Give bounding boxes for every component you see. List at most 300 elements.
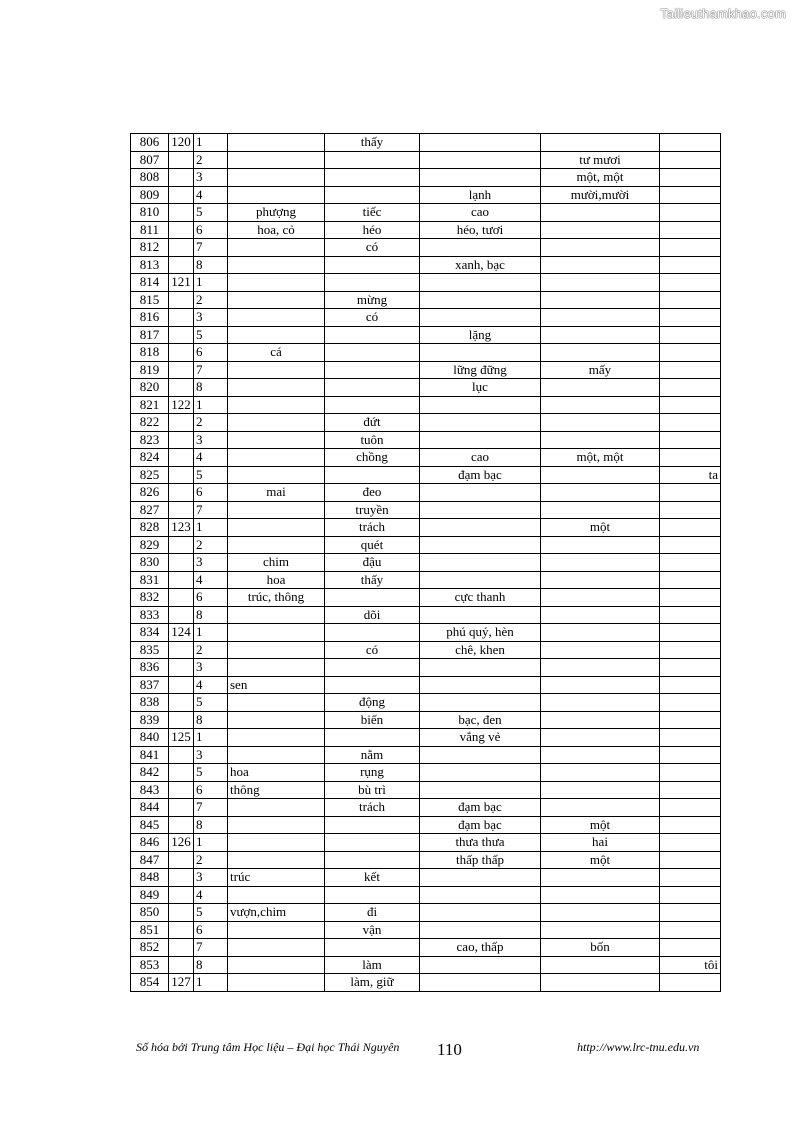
- table-row: [131, 589, 721, 607]
- table-cell: [541, 711, 660, 729]
- table-cell: biến: [325, 711, 420, 729]
- table-cell: [541, 694, 660, 712]
- table-cell: [169, 186, 194, 204]
- table-cell: [660, 921, 721, 939]
- table-cell: [541, 589, 660, 607]
- table-cell: [169, 414, 194, 432]
- table-cell: 7: [194, 239, 228, 257]
- table-cell: trúc: [228, 869, 325, 887]
- table-cell: thông: [228, 781, 325, 799]
- table-cell: [228, 151, 325, 169]
- table-cell: [325, 151, 420, 169]
- table-cell: 7: [194, 799, 228, 817]
- table-row: [131, 449, 721, 467]
- table-row: [131, 309, 721, 327]
- table-cell: [420, 659, 541, 677]
- table-cell: [169, 746, 194, 764]
- table-cell: [228, 641, 325, 659]
- table-cell: 811: [131, 221, 169, 239]
- table-cell: có: [325, 641, 420, 659]
- table-row: [131, 939, 721, 957]
- table-cell: [541, 659, 660, 677]
- table-cell: 820: [131, 379, 169, 397]
- table-cell: một: [541, 851, 660, 869]
- table-cell: 807: [131, 151, 169, 169]
- table-cell: 818: [131, 344, 169, 362]
- table-cell: bạc, đen: [420, 711, 541, 729]
- table-cell: [169, 431, 194, 449]
- table-row: [131, 344, 721, 362]
- table-cell: [169, 151, 194, 169]
- table-cell: [541, 431, 660, 449]
- table-cell: [420, 904, 541, 922]
- table-cell: [660, 904, 721, 922]
- table-cell: [420, 921, 541, 939]
- table-cell: [420, 291, 541, 309]
- table-cell: [660, 519, 721, 537]
- table-cell: [541, 921, 660, 939]
- table-cell: [228, 536, 325, 554]
- table-cell: 824: [131, 449, 169, 467]
- table-cell: 3: [194, 169, 228, 187]
- table-cell: [660, 291, 721, 309]
- table-cell: [541, 396, 660, 414]
- table-cell: 121: [169, 274, 194, 292]
- table-cell: [420, 274, 541, 292]
- table-cell: [169, 571, 194, 589]
- table-row: [131, 694, 721, 712]
- table-cell: 833: [131, 606, 169, 624]
- table-cell: [541, 956, 660, 974]
- table-cell: 8: [194, 956, 228, 974]
- table-cell: đạm bạc: [420, 799, 541, 817]
- table-cell: [660, 449, 721, 467]
- table-cell: [169, 589, 194, 607]
- table-cell: [169, 799, 194, 817]
- table-cell: [541, 256, 660, 274]
- table-cell: [228, 396, 325, 414]
- table-cell: truyền: [325, 501, 420, 519]
- table-cell: [660, 589, 721, 607]
- table-cell: [541, 746, 660, 764]
- table-cell: 821: [131, 396, 169, 414]
- table-cell: làm, giữ: [325, 974, 420, 992]
- table-cell: [325, 624, 420, 642]
- table-cell: [541, 729, 660, 747]
- table-cell: [420, 694, 541, 712]
- table-cell: [660, 221, 721, 239]
- table-cell: 4: [194, 571, 228, 589]
- table-cell: [169, 361, 194, 379]
- table-cell: một, một: [541, 169, 660, 187]
- table-cell: tư mươi: [541, 151, 660, 169]
- table-row: [131, 571, 721, 589]
- table-row: [131, 361, 721, 379]
- table-cell: 1: [194, 134, 228, 152]
- table-row: [131, 659, 721, 677]
- table-cell: mừng: [325, 291, 420, 309]
- table-cell: [541, 221, 660, 239]
- table-cell: 3: [194, 309, 228, 327]
- table-cell: 843: [131, 781, 169, 799]
- table-cell: 2: [194, 641, 228, 659]
- table-row: [131, 921, 721, 939]
- table-cell: [228, 519, 325, 537]
- table-cell: [660, 379, 721, 397]
- table-cell: [325, 361, 420, 379]
- table-cell: [169, 764, 194, 782]
- table-cell: đạm bạc: [420, 466, 541, 484]
- table-cell: [541, 554, 660, 572]
- table-cell: [660, 939, 721, 957]
- table-cell: 808: [131, 169, 169, 187]
- table-cell: 845: [131, 816, 169, 834]
- table-cell: [660, 484, 721, 502]
- table-cell: [541, 414, 660, 432]
- table-cell: 823: [131, 431, 169, 449]
- table-cell: [660, 729, 721, 747]
- table-cell: [228, 414, 325, 432]
- table-cell: ta: [660, 466, 721, 484]
- table-cell: lững đững: [420, 361, 541, 379]
- table-cell: [660, 431, 721, 449]
- table-cell: [660, 536, 721, 554]
- table-cell: [660, 799, 721, 817]
- table-row: [131, 536, 721, 554]
- table-cell: [420, 239, 541, 257]
- table-cell: [660, 554, 721, 572]
- table-cell: [541, 571, 660, 589]
- table-cell: [169, 606, 194, 624]
- table-cell: hoa: [228, 571, 325, 589]
- table-cell: 806: [131, 134, 169, 152]
- table-cell: 122: [169, 396, 194, 414]
- table-cell: [169, 169, 194, 187]
- table-cell: 2: [194, 414, 228, 432]
- table-cell: [228, 799, 325, 817]
- table-cell: 4: [194, 676, 228, 694]
- table-cell: [541, 204, 660, 222]
- table-cell: 839: [131, 711, 169, 729]
- table-cell: [541, 781, 660, 799]
- table-cell: bốn: [541, 939, 660, 957]
- table-cell: [660, 974, 721, 992]
- table-cell: [420, 519, 541, 537]
- table-cell: [169, 851, 194, 869]
- table-cell: chồng: [325, 449, 420, 467]
- table-cell: [169, 221, 194, 239]
- table-cell: 6: [194, 589, 228, 607]
- table-cell: 4: [194, 186, 228, 204]
- table-cell: [420, 571, 541, 589]
- table-cell: [325, 851, 420, 869]
- table-cell: vắng vẻ: [420, 729, 541, 747]
- table-cell: [660, 781, 721, 799]
- table-cell: cao: [420, 204, 541, 222]
- table-cell: [420, 431, 541, 449]
- table-cell: [228, 379, 325, 397]
- table-row: [131, 221, 721, 239]
- table-row: [131, 484, 721, 502]
- table-cell: [169, 536, 194, 554]
- table-cell: [660, 764, 721, 782]
- table-cell: [660, 326, 721, 344]
- table-cell: 831: [131, 571, 169, 589]
- table-cell: [325, 274, 420, 292]
- table-cell: đậu: [325, 554, 420, 572]
- table-cell: [660, 274, 721, 292]
- table-cell: một: [541, 816, 660, 834]
- footer-url: http://www.lrc-tnu.edu.vn: [577, 1040, 700, 1054]
- table-cell: 830: [131, 554, 169, 572]
- table-cell: [660, 361, 721, 379]
- table-row: [131, 764, 721, 782]
- table-cell: [660, 834, 721, 852]
- table-cell: 837: [131, 676, 169, 694]
- table-cell: [228, 134, 325, 152]
- table-cell: [325, 834, 420, 852]
- table-cell: [660, 711, 721, 729]
- table-cell: hai: [541, 834, 660, 852]
- table-cell: chê, khen: [420, 641, 541, 659]
- table-cell: 829: [131, 536, 169, 554]
- table-cell: [169, 501, 194, 519]
- table-row: [131, 519, 721, 537]
- table-row: [131, 326, 721, 344]
- table-row: [131, 274, 721, 292]
- table-cell: [541, 344, 660, 362]
- table-cell: 854: [131, 974, 169, 992]
- table-cell: 6: [194, 344, 228, 362]
- table-cell: 815: [131, 291, 169, 309]
- table-cell: [420, 414, 541, 432]
- table-cell: 835: [131, 641, 169, 659]
- table-cell: [660, 659, 721, 677]
- table-row: [131, 799, 721, 817]
- table-cell: 842: [131, 764, 169, 782]
- table-cell: [228, 466, 325, 484]
- table-cell: đạm bạc: [420, 816, 541, 834]
- table-cell: 1: [194, 974, 228, 992]
- table-cell: [541, 379, 660, 397]
- table-cell: [660, 501, 721, 519]
- table-cell: [660, 886, 721, 904]
- table-row: [131, 501, 721, 519]
- table-cell: [228, 851, 325, 869]
- table-cell: [420, 676, 541, 694]
- table-cell: 2: [194, 536, 228, 554]
- table-row: [131, 641, 721, 659]
- table-cell: 840: [131, 729, 169, 747]
- table-cell: sen: [228, 676, 325, 694]
- table-cell: 846: [131, 834, 169, 852]
- table-cell: [660, 746, 721, 764]
- table-cell: 816: [131, 309, 169, 327]
- table-cell: [169, 449, 194, 467]
- table-cell: [420, 956, 541, 974]
- table-cell: lặng: [420, 326, 541, 344]
- table-cell: mấy: [541, 361, 660, 379]
- table-cell: [325, 379, 420, 397]
- table-cell: [228, 449, 325, 467]
- table-cell: 826: [131, 484, 169, 502]
- table-cell: [228, 501, 325, 519]
- table-cell: [169, 904, 194, 922]
- table-cell: thấy: [325, 134, 420, 152]
- table-cell: [169, 326, 194, 344]
- table-cell: [541, 134, 660, 152]
- table-cell: 8: [194, 816, 228, 834]
- table-cell: [660, 816, 721, 834]
- table-cell: [169, 554, 194, 572]
- table-row: [131, 904, 721, 922]
- table-cell: [169, 344, 194, 362]
- table-cell: 3: [194, 869, 228, 887]
- table-cell: [541, 974, 660, 992]
- table-cell: [660, 151, 721, 169]
- table-row: [131, 256, 721, 274]
- table-cell: 851: [131, 921, 169, 939]
- table-row: [131, 624, 721, 642]
- table-row: [131, 379, 721, 397]
- table-cell: 813: [131, 256, 169, 274]
- table-cell: 2: [194, 851, 228, 869]
- table-cell: [660, 676, 721, 694]
- table-cell: [420, 554, 541, 572]
- table-cell: [420, 396, 541, 414]
- page-number: 110: [437, 1040, 462, 1059]
- table-cell: 2: [194, 151, 228, 169]
- table-cell: [169, 659, 194, 677]
- table-cell: [325, 326, 420, 344]
- table-cell: [541, 799, 660, 817]
- footer-source: Số hóa bởi Trung tâm Học liệu – Đại học Thái Nguyên: [136, 1040, 400, 1054]
- table-cell: 5: [194, 764, 228, 782]
- table-cell: 827: [131, 501, 169, 519]
- table-row: [131, 186, 721, 204]
- table-cell: [228, 606, 325, 624]
- table-cell: 125: [169, 729, 194, 747]
- table-cell: một: [541, 519, 660, 537]
- table-cell: [660, 571, 721, 589]
- table-cell: mười,mười: [541, 186, 660, 204]
- table-cell: 5: [194, 326, 228, 344]
- table-cell: 3: [194, 746, 228, 764]
- table-cell: 852: [131, 939, 169, 957]
- table-cell: [420, 781, 541, 799]
- table-cell: 6: [194, 484, 228, 502]
- table-cell: 8: [194, 711, 228, 729]
- table-row: [131, 414, 721, 432]
- table-cell: 828: [131, 519, 169, 537]
- table-cell: 841: [131, 746, 169, 764]
- table-cell: [169, 816, 194, 834]
- table-cell: 120: [169, 134, 194, 152]
- table-cell: rụng: [325, 764, 420, 782]
- table-cell: [660, 309, 721, 327]
- table-cell: [541, 869, 660, 887]
- table-cell: [228, 939, 325, 957]
- table-row: [131, 466, 721, 484]
- table-cell: 817: [131, 326, 169, 344]
- table-cell: [169, 694, 194, 712]
- table-cell: 1: [194, 729, 228, 747]
- table-cell: 1: [194, 396, 228, 414]
- table-row: [131, 396, 721, 414]
- table-cell: cực thanh: [420, 589, 541, 607]
- table-cell: [420, 484, 541, 502]
- table-cell: [541, 274, 660, 292]
- table-cell: hoa, cỏ: [228, 221, 325, 239]
- table-cell: 825: [131, 466, 169, 484]
- table-cell: héo: [325, 221, 420, 239]
- table-cell: 847: [131, 851, 169, 869]
- table-cell: nằm: [325, 746, 420, 764]
- table-cell: 836: [131, 659, 169, 677]
- table-cell: 5: [194, 204, 228, 222]
- table-cell: [420, 309, 541, 327]
- table-cell: 127: [169, 974, 194, 992]
- table-row: [131, 676, 721, 694]
- word-table: [130, 133, 721, 992]
- table-cell: 1: [194, 274, 228, 292]
- table-cell: [420, 869, 541, 887]
- table-cell: [541, 291, 660, 309]
- table-cell: [169, 939, 194, 957]
- table-cell: đi: [325, 904, 420, 922]
- table-cell: [420, 764, 541, 782]
- table-cell: [169, 781, 194, 799]
- table-cell: [325, 676, 420, 694]
- table-cell: [541, 536, 660, 554]
- table-cell: [660, 134, 721, 152]
- table-row: [131, 169, 721, 187]
- table-cell: đeo: [325, 484, 420, 502]
- table-cell: [228, 186, 325, 204]
- table-cell: một, một: [541, 449, 660, 467]
- table-cell: [420, 536, 541, 554]
- table-cell: [169, 256, 194, 274]
- table-cell: có: [325, 239, 420, 257]
- table-cell: chim: [228, 554, 325, 572]
- table-cell: [228, 361, 325, 379]
- table-cell: [228, 694, 325, 712]
- table-cell: [660, 414, 721, 432]
- table-cell: [228, 974, 325, 992]
- table-cell: [169, 204, 194, 222]
- table-cell: 5: [194, 466, 228, 484]
- table-cell: tuôn: [325, 431, 420, 449]
- table-row: [131, 606, 721, 624]
- table-cell: [228, 239, 325, 257]
- table-row: [131, 746, 721, 764]
- table-cell: [169, 239, 194, 257]
- table-cell: 5: [194, 904, 228, 922]
- table-cell: kết: [325, 869, 420, 887]
- watermark: Tailieuthamkhao.com: [660, 6, 786, 21]
- table-cell: [169, 291, 194, 309]
- table-cell: [541, 466, 660, 484]
- table-cell: 4: [194, 886, 228, 904]
- table-cell: [541, 239, 660, 257]
- table-cell: thấy: [325, 571, 420, 589]
- table-cell: [660, 239, 721, 257]
- table-cell: 126: [169, 834, 194, 852]
- table-row: [131, 886, 721, 904]
- table-cell: 6: [194, 781, 228, 799]
- table-cell: 6: [194, 221, 228, 239]
- table-cell: 810: [131, 204, 169, 222]
